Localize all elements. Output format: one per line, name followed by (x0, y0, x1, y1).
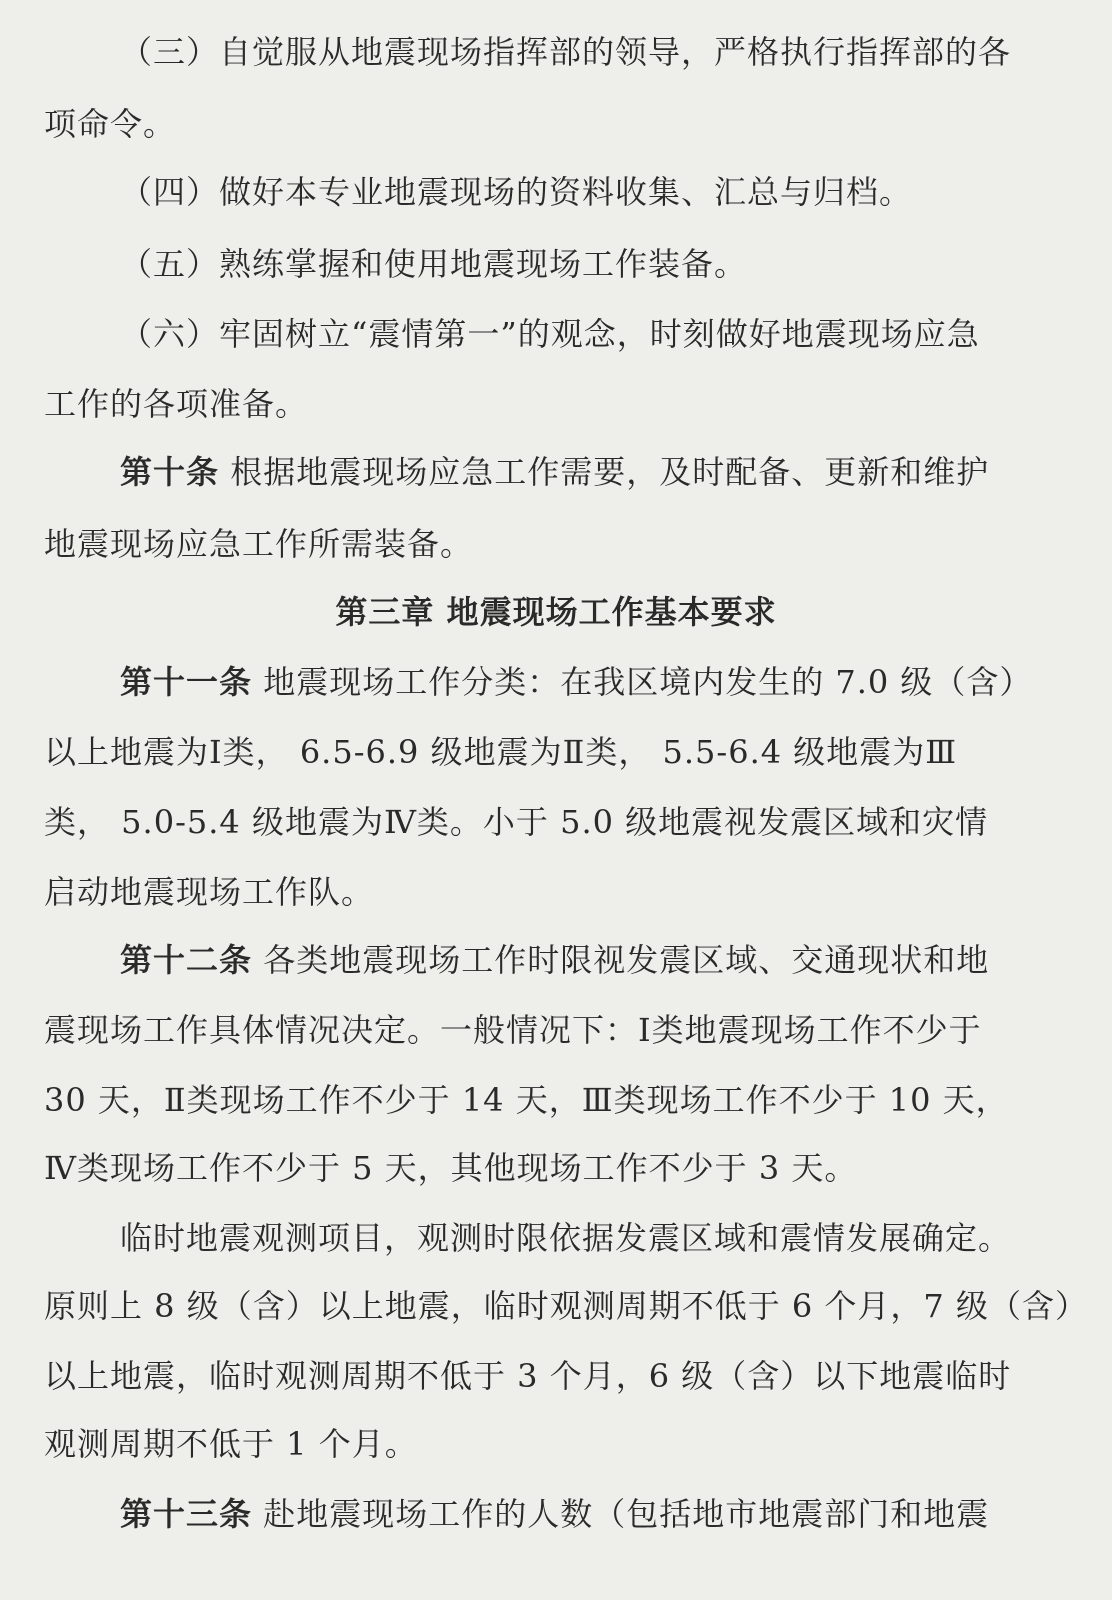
text-line: （五）熟练掌握和使用地震现场工作装备。 (120, 245, 748, 283)
text-line: Ⅳ类现场工作不少于 5 天，其他现场工作不少于 3 天。 (44, 1149, 858, 1187)
text-line: 原则上 8 级（含）以上地震，临时观测周期不低于 6 个月，7 级（含） (44, 1287, 1088, 1325)
text-line: 类， 5.0-5.4 级地震为Ⅳ类。小于 5.0 级地震视发震区域和灾情 (44, 803, 989, 841)
text-line: 以上地震为Ⅰ类， 6.5-6.9 级地震为Ⅱ类， 5.5-6.4 级地震为Ⅲ (44, 733, 958, 771)
text-line: 以上地震，临时观测周期不低于 3 个月，6 级（含）以下地震临时 (44, 1357, 1012, 1395)
text-line: 工作的各项准备。 (44, 385, 309, 423)
text-line: 观测周期不低于 1 个月。 (44, 1425, 418, 1463)
text-line: 启动地震现场工作队。 (44, 873, 375, 911)
text-line: 震现场工作具体情况决定。一般情况下：Ⅰ类地震现场工作不少于 (44, 1011, 982, 1049)
text-line: 地震现场应急工作所需装备。 (44, 525, 474, 563)
text-line: （六）牢固树立“震情第一”的观念，时刻做好地震现场应急 (120, 315, 980, 353)
article-text: 赴地震现场工作的人数（包括地市地震部门和地震 (263, 1495, 990, 1533)
article-text: 各类地震现场工作时限视发震区域、交通现状和地 (263, 941, 990, 979)
article-label: 第十一条 (120, 663, 253, 701)
article-10 (120, 452, 989, 492)
text-line: 30 天，Ⅱ类现场工作不少于 14 天，Ⅲ类现场工作不少于 10 天， (44, 1081, 1009, 1119)
article-text: 地震现场工作分类：在我区境内发生的 7.0 级（含） (263, 663, 1033, 701)
article-12 (120, 940, 989, 980)
article-label: 第十三条 (120, 1495, 253, 1533)
text-line: 临时地震观测项目，观测时限依据发震区域和震情发展确定。 (120, 1219, 1012, 1257)
article-13 (120, 1494, 989, 1534)
text-line: 项命令。 (44, 105, 177, 143)
article-11 (120, 662, 1032, 702)
article-text: 根据地震现场应急工作需要，及时配备、更新和维护 (230, 453, 990, 491)
text-line: （三）自觉服从地震现场指挥部的领导，严格执行指挥部的各 (120, 33, 1012, 71)
article-label: 第十二条 (120, 941, 253, 979)
chapter-heading: 第三章 地震现场工作基本要求 (335, 593, 777, 631)
article-label: 第十条 (120, 453, 220, 491)
text-line: （四）做好本专业地震现场的资料收集、汇总与归档。 (120, 173, 913, 211)
